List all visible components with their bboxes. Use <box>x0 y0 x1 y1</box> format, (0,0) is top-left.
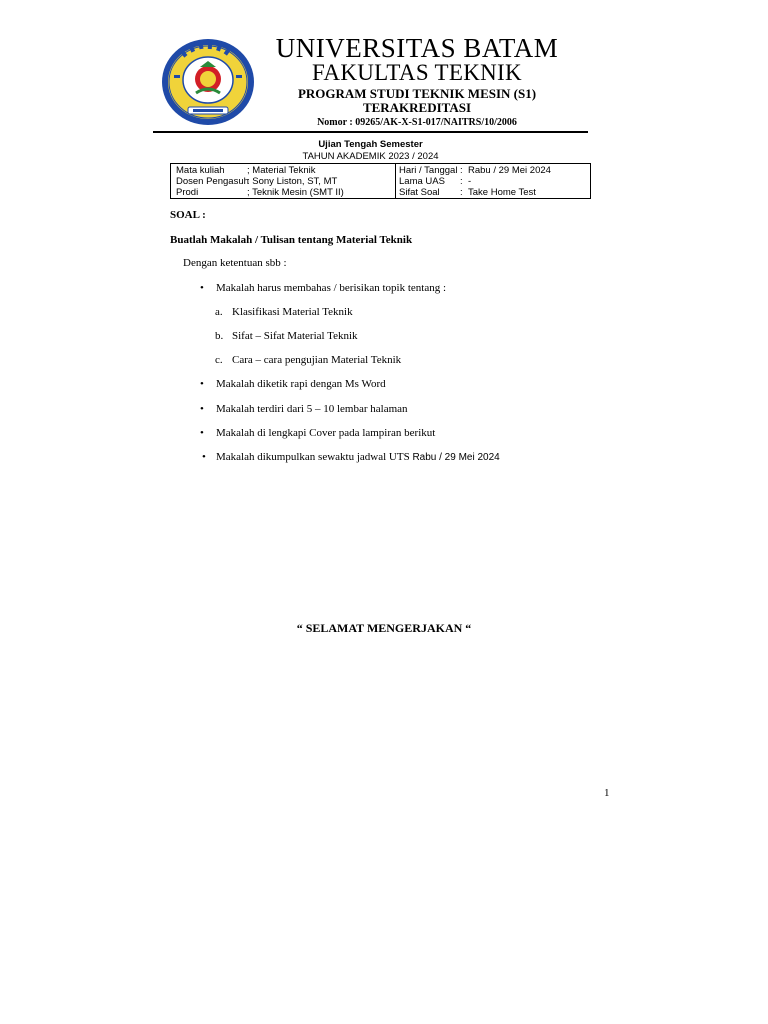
info-label-date: Hari / Tanggal <box>399 165 458 176</box>
info-sep-duration: : <box>460 176 463 187</box>
list-item-text: Makalah di lengkapi Cover pada lampiran berikut <box>216 427 436 439</box>
submission-date: Rabu / 29 Mei 2024 <box>412 452 500 463</box>
faculty-name: FAKULTAS TEKNIK <box>312 60 522 85</box>
info-value-duration: - <box>468 176 472 187</box>
list-item-text: Makalah terdiri dari 5 – 10 lembar halaman <box>216 403 408 415</box>
academic-year: TAHUN AKADEMIK 2023 / 2024 <box>302 151 439 162</box>
bullet-icon: • <box>202 451 206 463</box>
requirements-intro: Dengan ketentuan sbb : <box>183 257 287 269</box>
list-item <box>202 451 500 463</box>
info-label-duration: Lama UAS <box>399 176 445 187</box>
bullet-icon: • <box>200 427 204 439</box>
info-label-type: Sifat Soal <box>399 187 440 198</box>
exam-info-table <box>170 163 591 199</box>
accreditation-number: Nomor : 09265/AK-X-S1-017/NAITRS/10/2006 <box>317 117 517 128</box>
sub-item-letter: c. <box>215 354 223 366</box>
bullet-icon: • <box>200 378 204 390</box>
info-label-lecturer: Dosen Pengasuh <box>176 176 249 187</box>
info-label-program: Prodi <box>176 187 199 198</box>
info-sep-date: : <box>460 165 463 176</box>
page-number: 1 <box>604 787 610 799</box>
list-item <box>200 378 386 390</box>
question-heading: SOAL : <box>170 209 206 221</box>
list-item <box>200 282 446 294</box>
table-divider <box>395 164 396 198</box>
sub-item-text: Sifat – Sifat Material Teknik <box>232 330 358 342</box>
info-value-type: Take Home Test <box>468 187 536 198</box>
bullet-icon: • <box>200 403 204 415</box>
study-program: PROGRAM STUDI TEKNIK MESIN (S1) <box>297 86 537 101</box>
exam-title: Ujian Tengah Semester <box>318 139 423 150</box>
info-value-lecturer: : Sony Liston, ST, MT <box>247 176 338 187</box>
bullet-icon: • <box>200 282 204 294</box>
sub-item-letter: a. <box>215 306 223 318</box>
list-item-text: Makalah dikumpulkan sewaktu jadwal UTS <box>216 451 413 463</box>
header-divider <box>153 131 588 133</box>
question-instruction: Buatlah Makalah / Tulisan tentang Material Teknik <box>170 234 413 246</box>
info-sep-type: : <box>460 187 463 198</box>
list-item-text: Makalah diketik rapi dengan Ms Word <box>216 378 386 390</box>
sub-item-text: Cara – cara pengujian Material Teknik <box>232 354 402 366</box>
sub-item-text: Klasifikasi Material Teknik <box>232 306 353 318</box>
list-item <box>200 403 408 415</box>
list-item-text: Makalah harus membahas / berisikan topik tentang : <box>216 282 447 294</box>
sub-item-letter: b. <box>215 330 224 342</box>
info-label-course: Mata kuliah <box>176 165 225 176</box>
info-value-program: ; Teknik Mesin (SMT II) <box>247 187 344 198</box>
sub-list-item <box>215 354 401 366</box>
sub-list-item <box>215 330 358 342</box>
accreditation-status: TERAKREDITASI <box>362 100 472 115</box>
closing-message: “ SELAMAT MENGERJAKAN “ <box>296 621 472 635</box>
sub-list-item <box>215 306 353 318</box>
list-item <box>200 427 435 439</box>
info-value-course: ; Material Teknik <box>247 165 316 176</box>
university-logo <box>160 37 256 127</box>
university-name: UNIVERSITAS BATAM <box>275 33 559 63</box>
info-value-date: Rabu / 29 Mei 2024 <box>468 165 551 176</box>
